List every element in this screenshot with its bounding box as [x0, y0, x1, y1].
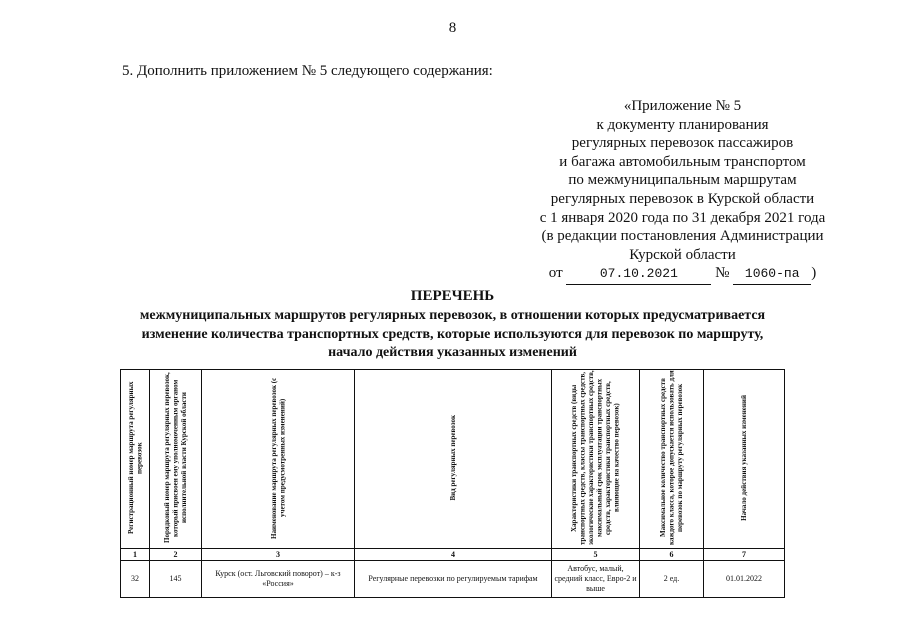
number-label: № — [715, 265, 730, 282]
routes-table — [120, 369, 785, 598]
document-title: ПЕРЕЧЕНЬ — [410, 288, 495, 304]
header-transport-type: Вид регулярных перевозок — [448, 415, 457, 501]
cell-max-vehicles: 2 ед. — [640, 561, 704, 598]
transport-type-text: Регулярные перевозки по регулируемым тарифам — [368, 574, 538, 583]
cell-start-date: 01.01.2022 — [704, 561, 785, 598]
subtitle-line: изменение количества транспортных средств, которые используются для перевозок по маршруту, — [141, 326, 764, 342]
cell-sequence-number: 145 — [150, 561, 202, 598]
table-header-row — [121, 370, 785, 549]
document-subtitle — [80, 307, 825, 363]
header-vehicle-characteristics: Характеристики транспортных средств (виды транспортных средств, классы транспортных средств, экологические характеристики транспортных средств, максимальный срок эксплуатации транспортных средств, характеристики транспортных средств, влияющие на качество перевозок) — [570, 370, 621, 546]
route-name-text: Курск (ост. Льговский поворот) – к-з «Россия» — [215, 569, 341, 588]
header-cell — [202, 370, 355, 549]
header-max-vehicles: Максимальное количество транспортных средств каждого класса, которое допускается использовать для перевозок по маршруту регулярных перевозок — [658, 370, 684, 546]
subtitle-line: начало действия указанных изменений — [328, 345, 577, 360]
header-cell — [355, 370, 552, 549]
appendix-line: и багажа автомобильным транспортом — [559, 153, 806, 170]
appendix-line: «Приложение № 5 — [623, 98, 742, 114]
column-number: 5 — [552, 549, 640, 561]
appendix-line: (в редакции постановления Администрации — [541, 228, 824, 245]
column-number: 6 — [640, 549, 704, 561]
header-cell — [150, 370, 202, 549]
header-cell — [704, 370, 785, 549]
resolution-date: 07.10.2021 — [566, 265, 711, 285]
column-number: 1 — [121, 549, 150, 561]
appendix-line: с 1 января 2020 года по 31 декабря 2021 года — [539, 209, 826, 226]
appendix-line: к документу планирования — [596, 116, 769, 133]
header-cell — [640, 370, 704, 549]
page-number: 8 — [448, 20, 457, 36]
column-number-row — [121, 549, 785, 561]
from-label: от — [548, 265, 563, 282]
close-paren: ) — [811, 265, 817, 282]
column-number: 3 — [202, 549, 355, 561]
amendment-intro: 5. Дополнить приложением № 5 следующего содержания: — [122, 63, 493, 79]
header-cell — [552, 370, 640, 549]
column-number: 4 — [355, 549, 552, 561]
resolution-reference — [490, 264, 875, 285]
table-row — [121, 561, 785, 598]
header-registration-number: Регистрационный номер маршрута регулярных перевозок — [126, 381, 143, 535]
header-cell — [121, 370, 150, 549]
header-route-name: Наименование маршрута регулярных перевозок (с учетом предусмотренных изменений) — [269, 377, 286, 539]
cell-registration-number: 32 — [121, 561, 150, 598]
appendix-line: регулярных перевозок пассажиров — [571, 135, 794, 152]
cell-route-name — [202, 561, 355, 598]
vehicle-characteristics-text: Автобус, малый, средний класс, Евро-2 и выше — [554, 564, 637, 593]
appendix-heading — [490, 97, 875, 285]
appendix-line: по межмуниципальным маршрутам — [568, 172, 797, 189]
appendix-line: Курской области — [629, 246, 736, 263]
cell-vehicle-characteristics — [552, 561, 640, 598]
subtitle-line: межмуниципальных маршрутов регулярных перевозок, в отношении которых предусматривается — [139, 308, 766, 323]
header-start-date: Начало действия указанных изменений — [739, 395, 748, 521]
header-sequence-number: Порядковый номер маршрута регулярных перевозок, который присвоен ему уполномоченным органом исполнительной власти Курской области — [162, 372, 188, 544]
appendix-line: регулярных перевозок в Курской области — [550, 190, 815, 207]
cell-transport-type — [355, 561, 552, 598]
column-number: 2 — [150, 549, 202, 561]
resolution-number: 1060-па — [733, 265, 811, 285]
column-number: 7 — [704, 549, 785, 561]
